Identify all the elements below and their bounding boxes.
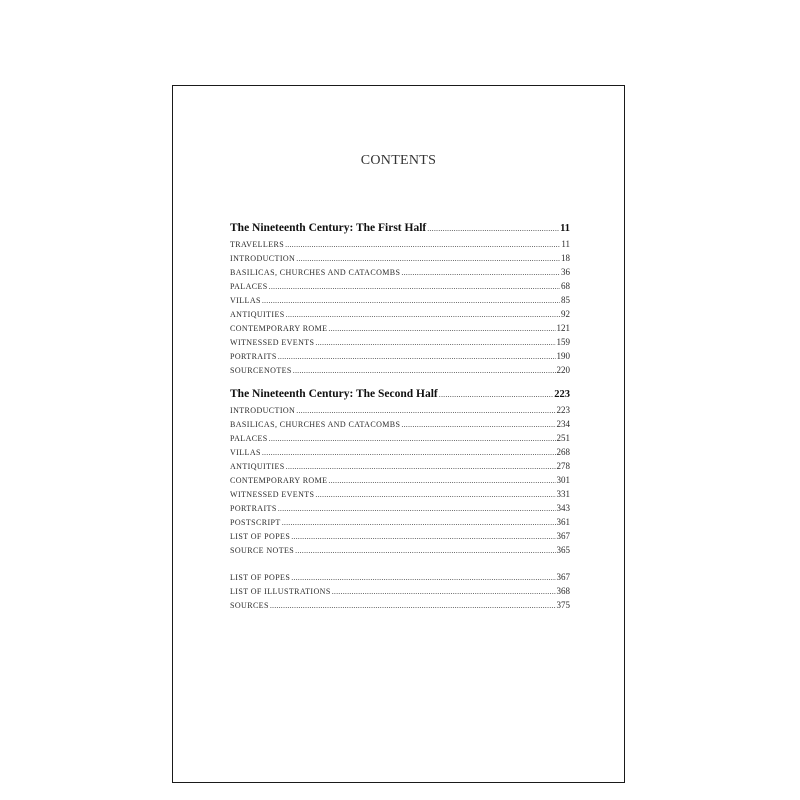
toc-entry [230, 265, 570, 279]
toc-entry-label: ANTIQUITIES [230, 310, 285, 319]
leader-dots [401, 266, 560, 280]
toc-entry-label: INTRODUCTION [230, 254, 296, 263]
toc-entry [230, 403, 570, 417]
toc-part-1 [230, 220, 570, 377]
toc-entry [230, 293, 570, 307]
toc-entry-page: 36 [561, 267, 570, 277]
toc-entry [230, 598, 570, 612]
toc-entry-label: BASILICAS, CHURCHES AND CATACOMBS [230, 268, 401, 277]
contents-title: CONTENTS [360, 153, 437, 168]
toc-entry-label: CONTEMPORARY ROME [230, 324, 328, 333]
toc-entry-page: 159 [556, 337, 570, 347]
toc-entry-label: SOURCES [230, 601, 269, 610]
toc-heading-page: 223 [554, 389, 570, 400]
toc-entry-page: 251 [556, 433, 570, 443]
toc-entry-page: 223 [556, 405, 570, 415]
toc-entry [230, 515, 570, 529]
toc-entry [230, 279, 570, 293]
leader-dots [439, 386, 554, 403]
toc-entry-label: WITNESSED EVENTS [230, 490, 315, 499]
toc-entry [230, 431, 570, 445]
toc-entry [230, 417, 570, 431]
toc-entry [230, 445, 570, 459]
leader-dots [332, 585, 556, 599]
toc-part-heading [230, 220, 570, 237]
toc-entry [230, 570, 570, 584]
toc-entry-page: 220 [556, 365, 570, 375]
toc-entry-label: PORTRAITS [230, 504, 277, 513]
toc-entry-page: 68 [561, 281, 570, 291]
toc-entry-page: 375 [556, 600, 570, 610]
toc-entry-label: PALACES [230, 434, 268, 443]
toc-entries [230, 570, 570, 612]
toc-entry [230, 349, 570, 363]
toc-entry [230, 501, 570, 515]
toc-entry-page: 301 [556, 475, 570, 485]
leader-dots [286, 460, 556, 474]
leader-dots [282, 516, 556, 530]
leader-dots [328, 474, 555, 488]
toc-entry [230, 237, 570, 251]
toc-entry-label: VILLAS [230, 448, 261, 457]
toc-entry-page: 368 [556, 586, 570, 596]
leader-dots [285, 238, 560, 252]
toc-entry-label: SOURCENOTES [230, 366, 292, 375]
toc-entry [230, 251, 570, 265]
toc-entry-page: 92 [561, 309, 570, 319]
toc-heading-label: The Nineteenth Century: The First Half [230, 222, 427, 234]
toc-entry-page: 343 [556, 503, 570, 513]
leader-dots [293, 364, 556, 378]
toc-entry-label: ANTIQUITIES [230, 462, 285, 471]
toc-part-2 [230, 386, 570, 557]
toc-heading-page: 11 [560, 223, 570, 234]
toc-entry-page: 18 [561, 253, 570, 263]
book-page [172, 85, 625, 783]
toc-entry-label: SOURCE NOTES [230, 546, 295, 555]
toc-part-heading [230, 386, 570, 403]
leader-dots [401, 418, 555, 432]
leader-dots [262, 446, 556, 460]
leader-dots [315, 336, 555, 350]
leader-dots [270, 599, 556, 613]
leader-dots [315, 488, 555, 502]
toc-entry-label: TRAVELLERS [230, 240, 285, 249]
toc-entry-label: CONTEMPORARY ROME [230, 476, 328, 485]
toc-heading-label: The Nineteenth Century: The Second Half [230, 388, 438, 400]
leader-dots [278, 350, 556, 364]
toc-entry-label: WITNESSED EVENTS [230, 338, 315, 347]
toc-entry-page: 11 [561, 239, 570, 249]
toc-entry [230, 543, 570, 557]
toc-backmatter [230, 570, 570, 612]
leader-dots [296, 252, 560, 266]
leader-dots [328, 322, 555, 336]
toc-entry [230, 584, 570, 598]
toc-entry-label: LIST OF POPES [230, 532, 291, 541]
toc-entry [230, 459, 570, 473]
toc-entry-page: 268 [556, 447, 570, 457]
toc-entry-label: PALACES [230, 282, 268, 291]
leader-dots [295, 544, 555, 558]
toc-entry-label: BASILICAS, CHURCHES AND CATACOMBS [230, 420, 401, 429]
toc-entry-label: LIST OF POPES [230, 573, 291, 582]
toc-entry-page: 367 [556, 531, 570, 541]
toc-entry [230, 529, 570, 543]
toc-entry-page: 121 [556, 323, 570, 333]
toc-entry [230, 487, 570, 501]
toc-entries [230, 237, 570, 377]
toc-entry [230, 321, 570, 335]
leader-dots [291, 530, 555, 544]
toc-entry-page: 190 [556, 351, 570, 361]
leader-dots [269, 432, 556, 446]
toc-entry [230, 363, 570, 377]
toc-entry-page: 278 [556, 461, 570, 471]
toc-entry-label: INTRODUCTION [230, 406, 296, 415]
leader-dots [291, 571, 555, 585]
leader-dots [286, 308, 560, 322]
toc-entries [230, 403, 570, 557]
toc-entry [230, 473, 570, 487]
toc-entry-page: 367 [556, 572, 570, 582]
leader-dots [296, 404, 555, 418]
toc-entry-page: 85 [561, 295, 570, 305]
toc-entry-label: LIST OF ILLUSTRATIONS [230, 587, 331, 596]
leader-dots [262, 294, 560, 308]
toc-entry-page: 234 [556, 419, 570, 429]
toc-entry-label: PORTRAITS [230, 352, 277, 361]
toc-entry [230, 307, 570, 321]
leader-dots [427, 220, 559, 237]
leader-dots [269, 280, 560, 294]
toc-entry [230, 335, 570, 349]
toc-entry-label: POSTSCRIPT [230, 518, 281, 527]
toc-entry-page: 365 [556, 545, 570, 555]
leader-dots [278, 502, 556, 516]
toc-entry-page: 361 [556, 517, 570, 527]
toc-entry-label: VILLAS [230, 296, 261, 305]
toc-entry-page: 331 [556, 489, 570, 499]
